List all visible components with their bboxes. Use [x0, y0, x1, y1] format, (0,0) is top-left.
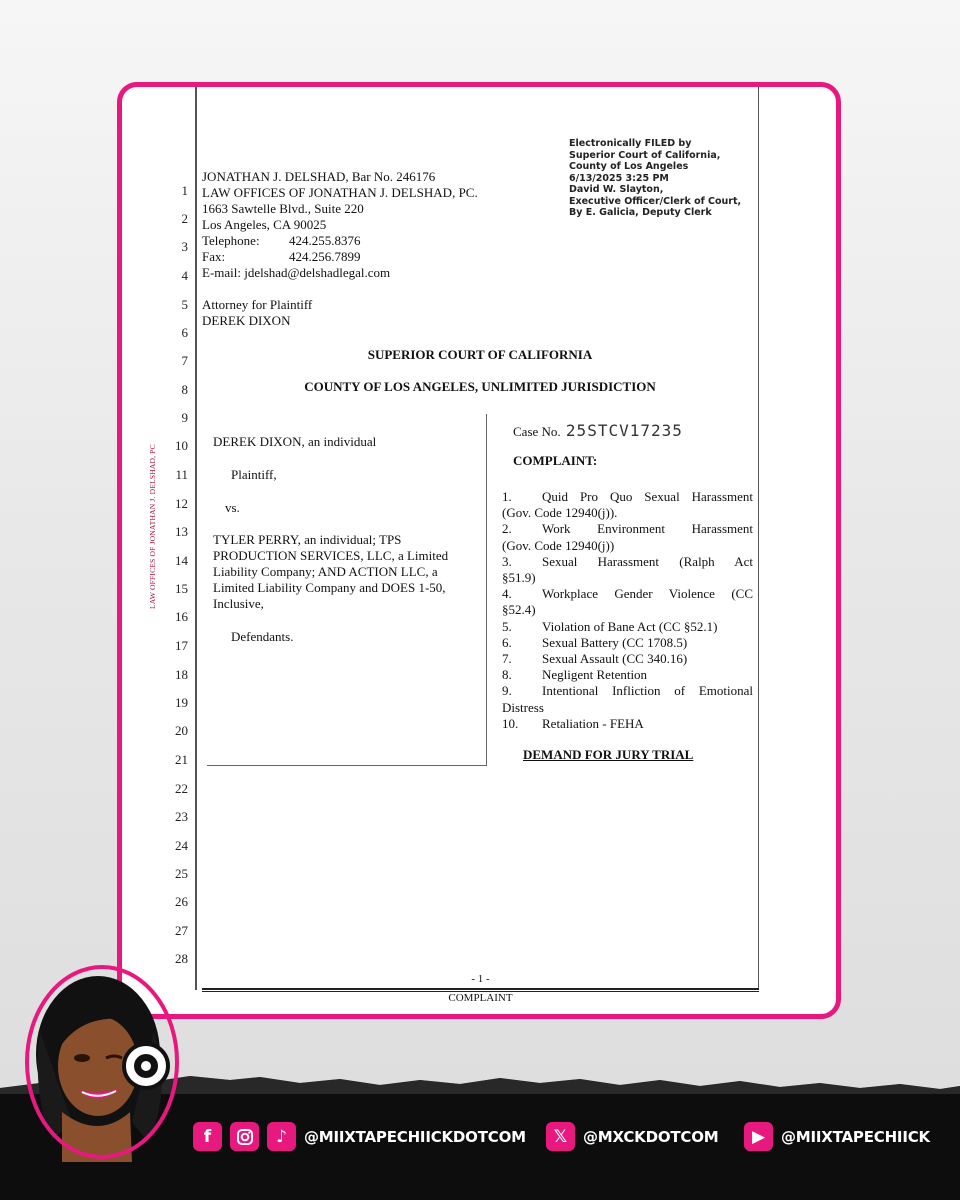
- line-number: 25: [175, 866, 188, 881]
- attorney-street: 1663 Sawtelle Blvd., Suite 220: [202, 201, 364, 216]
- court-name: SUPERIOR COURT OF CALIFORNIA: [367, 347, 593, 362]
- claim-text: Sexual Battery (CC 1708.5): [542, 634, 688, 650]
- line-number: 17: [175, 638, 188, 653]
- defendants-line: Liability Company; AND ACTION LLC, a: [213, 564, 438, 579]
- line-number: 28: [175, 951, 188, 966]
- line-number: 1: [181, 183, 188, 198]
- claim-number: 4.: [502, 586, 512, 602]
- claim-number: 6.: [502, 634, 512, 650]
- line-number: 19: [175, 695, 188, 710]
- plaintiff-role: Plaintiff,: [231, 467, 277, 482]
- line-number: 2: [181, 211, 188, 226]
- claim-continuation: Distress: [502, 699, 544, 715]
- handle-mxckdotcom[interactable]: @MXCKDOTCOM: [583, 1127, 719, 1146]
- line-number: 22: [175, 781, 188, 796]
- right-margin-rule: [758, 87, 759, 990]
- claim-item: [502, 586, 753, 602]
- caption-divider: [486, 414, 487, 766]
- stamp-line: 6/13/2025 3:25 PM: [569, 172, 669, 184]
- line-number: 23: [175, 809, 188, 824]
- line-number: 21: [175, 752, 188, 767]
- youtube-icon[interactable]: ▶: [744, 1122, 773, 1151]
- claim-number: 3.: [502, 553, 512, 569]
- tiktok-icon[interactable]: ♪: [267, 1122, 296, 1151]
- claim-item: [502, 667, 753, 683]
- case-label: Case No.: [513, 424, 561, 439]
- plaintiff-name: DEREK DIXON, an individual: [213, 434, 377, 449]
- stamp-line: David W. Slayton,: [569, 184, 664, 195]
- attorney-firm: LAW OFFICES OF JONATHAN J. DELSHAD, PC.: [202, 185, 478, 200]
- social-group-1: [193, 1122, 526, 1151]
- claim-number: 9.: [502, 683, 512, 699]
- line-number: 20: [175, 723, 188, 738]
- defendants-line: PRODUCTION SERVICES, LLC, a Limited: [213, 548, 449, 563]
- claim-text: Violation of Bane Act (CC §52.1): [542, 618, 718, 634]
- stamp-line: By E. Galicia, Deputy Clerk: [569, 207, 712, 218]
- claim-item: [502, 716, 753, 732]
- line-number: 27: [175, 923, 188, 938]
- claim-text: Negligent Retention: [542, 667, 648, 683]
- facebook-icon[interactable]: f: [193, 1122, 222, 1151]
- claim-number: 1.: [502, 489, 512, 504]
- claim-number: 5.: [502, 618, 512, 634]
- claim-item: [502, 554, 753, 570]
- claim-number: 10.: [502, 715, 519, 731]
- handle-miixtapechiickdotcom[interactable]: @MIIXTAPECHIICKDOTCOM: [304, 1127, 526, 1146]
- handle-miixtapechiick[interactable]: @MIIXTAPECHIICK: [781, 1127, 930, 1146]
- line-number: 18: [175, 667, 188, 682]
- claim-text: Work Environment Harassment: [542, 521, 753, 537]
- complaint-page: [122, 87, 836, 1014]
- attorney-name: JONATHAN J. DELSHAD, Bar No. 246176: [202, 169, 436, 184]
- line-number: 6: [181, 325, 188, 340]
- claim-text: Intentional Infliction of Emotional: [542, 683, 753, 699]
- page-number: - 1 -: [471, 973, 490, 985]
- claim-continuation: §52.4): [502, 602, 536, 618]
- claim-text: Sexual Assault (CC 340.16): [542, 651, 688, 667]
- stamp-line: County of Los Angeles: [569, 161, 689, 172]
- document-card: [117, 82, 841, 1019]
- claim-continuation: (Gov. Code 12940(j)).: [502, 505, 618, 521]
- attorney-for: Attorney for Plaintiff: [202, 297, 313, 312]
- line-number: 9: [181, 410, 188, 425]
- claim-number: 2.: [502, 521, 512, 537]
- line-number: 7: [181, 353, 188, 368]
- versus: vs.: [225, 500, 240, 515]
- line-number: 16: [175, 609, 188, 624]
- claim-item: [502, 489, 753, 505]
- attorney-city: Los Angeles, CA 90025: [202, 217, 327, 232]
- telephone-label: Telephone:: [202, 233, 260, 248]
- claim-text: Workplace Gender Violence (CC: [542, 586, 753, 602]
- x-icon[interactable]: 𝕏: [546, 1122, 575, 1151]
- case-number: [513, 421, 683, 440]
- court-county: COUNTY OF LOS ANGELES, UNLIMITED JURISDICTION: [304, 379, 656, 394]
- claim-continuation: (Gov. Code 12940(j)): [502, 537, 615, 553]
- avatar: [22, 962, 182, 1162]
- claim-item: [502, 635, 753, 651]
- line-number: 11: [175, 467, 188, 482]
- social-group-2: [546, 1122, 719, 1151]
- claim-item: [502, 619, 753, 635]
- line-number: 14: [175, 553, 188, 568]
- footer-rule: [202, 988, 759, 990]
- fax-label: Fax:: [202, 249, 226, 264]
- claim-text: Retaliation - FEHA: [542, 715, 644, 731]
- claim-number: 8.: [502, 667, 512, 683]
- margin-firm-name: LAW OFFICES OF JONATHAN J. DELSHAD, PC: [148, 444, 157, 609]
- defendants-line: TYLER PERRY, an individual; TPS: [213, 532, 402, 547]
- line-number: 26: [175, 894, 188, 909]
- claim-number: 7.: [502, 651, 512, 667]
- line-number: 3: [181, 239, 188, 254]
- instagram-icon[interactable]: [230, 1122, 259, 1151]
- claim-text: Quid Pro Quo Sexual Harassment: [542, 489, 753, 504]
- line-number: 24: [175, 838, 188, 853]
- telephone-value: 424.255.8376: [289, 233, 361, 248]
- claim-text: Sexual Harassment (Ralph Act: [542, 553, 753, 569]
- line-number: 10: [175, 438, 188, 453]
- line-number: 4: [181, 268, 188, 283]
- email-line: E-mail: jdelshad@delshadlegal.com: [202, 265, 391, 280]
- social-group-3: [744, 1122, 930, 1151]
- defendant-role: Defendants.: [231, 629, 294, 644]
- footer-title: COMPLAINT: [448, 992, 513, 1004]
- line-number: 5: [181, 297, 188, 312]
- line-number: 13: [175, 524, 188, 539]
- client-name: DEREK DIXON: [202, 313, 291, 328]
- claims-list: [502, 489, 753, 732]
- claim-item: [502, 651, 753, 667]
- stamp-line: Superior Court of California,: [569, 149, 721, 161]
- caption-underline: [207, 765, 487, 766]
- jury-demand: DEMAND FOR JURY TRIAL: [523, 747, 694, 762]
- case-number-value: 25STCV17235: [565, 421, 683, 440]
- complaint-title: COMPLAINT:: [513, 453, 598, 468]
- line-number: 15: [175, 581, 188, 596]
- defendants-line: Limited Liability Company and DOES 1-50,: [213, 580, 446, 595]
- left-margin-rule: [195, 87, 197, 990]
- stamp-line: Electronically FILED by: [569, 138, 692, 149]
- line-number: 12: [175, 496, 188, 511]
- stamp-line: Executive Officer/Clerk of Court,: [569, 195, 742, 207]
- defendants-line: Inclusive,: [213, 596, 264, 611]
- claim-continuation: §51.9): [502, 570, 536, 586]
- filing-stamp: [569, 138, 741, 219]
- claim-item: [502, 683, 753, 699]
- claim-item: [502, 521, 753, 537]
- fax-value: 424.256.7899: [289, 249, 361, 264]
- line-number: 8: [181, 382, 188, 397]
